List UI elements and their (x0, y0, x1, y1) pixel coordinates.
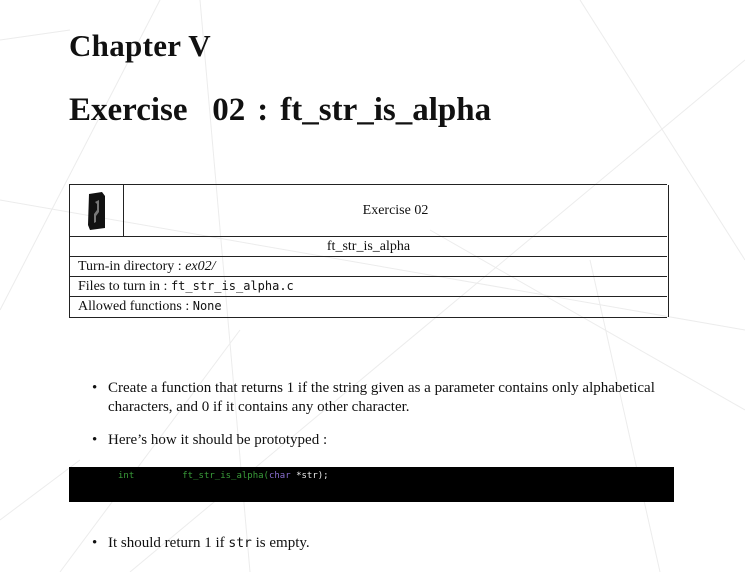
allowed-functions-row (70, 297, 667, 317)
exercise-table-title: Exercise 02 (362, 202, 429, 218)
bullet-icon: • (92, 535, 98, 551)
exercise-label: Exercise (69, 92, 188, 128)
bullet-2-text: Here’s how it should be prototyped : (108, 432, 328, 448)
files-label: Files to turn in : (78, 279, 171, 294)
turn-in-directory-row (70, 257, 667, 277)
logo-42-icon (88, 192, 106, 230)
instruction-bullet-3 (90, 534, 693, 553)
code-block (69, 467, 674, 502)
prototype-line (118, 471, 329, 481)
bullet-3-text-after: is empty. (251, 535, 310, 551)
turn-in-label: Turn-in directory : (78, 259, 186, 274)
bullet-3-code: str (228, 536, 252, 551)
bullet-1-text: Create a function that returns 1 if the string given as a parameter contains only alphabetical characters, and 0 if it contains any other character. (108, 380, 655, 415)
bullet-3-text-before: It should return 1 if (108, 535, 229, 551)
exercise-info-table (69, 184, 667, 318)
bullet-icon: • (92, 432, 98, 448)
bullet-icon: • (92, 380, 98, 396)
exercise-name: ft_str_is_alpha (280, 92, 492, 128)
turn-in-value: ex02/ (185, 259, 216, 274)
instruction-bullet-1 (90, 379, 693, 417)
logo-cell (70, 185, 124, 236)
allowed-label: Allowed functions : (78, 299, 193, 314)
exercise-number: 02 (212, 92, 246, 128)
exercise-heading (69, 92, 491, 129)
exercise-table-name: ft_str_is_alpha (70, 237, 667, 257)
exercise-table-header (70, 185, 667, 237)
code-param-type: char (268, 471, 291, 481)
instruction-bullet-2 (90, 431, 693, 450)
code-param: *str); (290, 471, 329, 481)
files-value: ft_str_is_alpha.c (170, 279, 294, 293)
files-to-turn-in-row (70, 277, 667, 297)
chapter-heading: Chapter V (69, 28, 211, 63)
allowed-value: None (192, 299, 222, 313)
exercise-separator: : (257, 92, 269, 128)
code-function-name: ft_str_is_alpha( (182, 471, 269, 481)
code-return-type: int (118, 471, 135, 481)
